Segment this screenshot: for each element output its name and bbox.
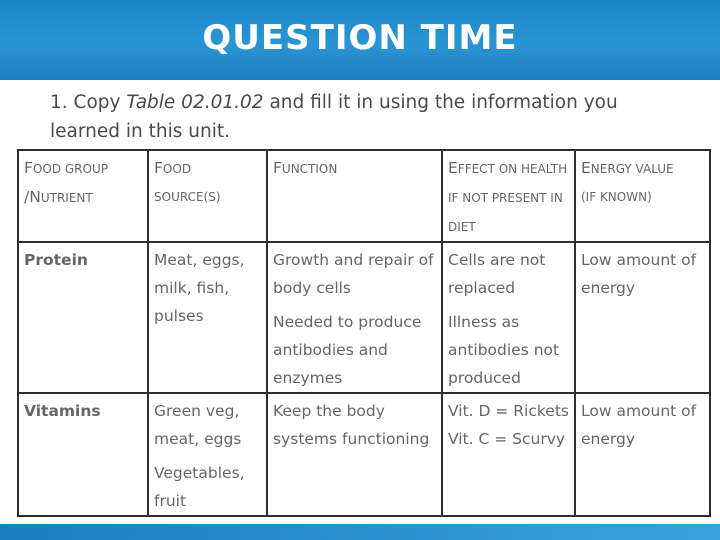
cell-sources xyxy=(148,242,267,393)
table-row xyxy=(18,393,710,516)
cell-energy: Low amount of energy xyxy=(575,242,710,393)
cell-functions xyxy=(267,393,442,516)
cell-effects xyxy=(442,393,575,516)
cell-effects xyxy=(442,242,575,393)
function-item: Keep the body systems functioning xyxy=(273,402,430,448)
source-item: Vegetables, fruit xyxy=(154,464,245,510)
function-item: Growth and repair of body cells xyxy=(273,251,434,297)
instruction-text xyxy=(50,88,690,146)
table-row xyxy=(18,242,710,393)
source-item: Meat, eggs, milk, fish, pulses xyxy=(154,251,245,325)
nutrient-table xyxy=(17,149,711,517)
effect-item: Illness as antibodies not produced xyxy=(448,313,560,387)
source-item: Green veg, meat, eggs xyxy=(154,402,242,448)
row-group-protein: Protein xyxy=(18,242,148,393)
instruction-suffix: and fill it in using the information you learned in this unit. xyxy=(50,92,618,142)
table-reference: Table 02.01.02 xyxy=(126,92,264,113)
cell-functions xyxy=(267,242,442,393)
header-food-group: FOOD GROUP /NUTRIENT xyxy=(18,150,148,242)
row-group-vitamins: Vitamins xyxy=(18,393,148,516)
title-banner xyxy=(0,0,720,80)
footer-bar xyxy=(0,524,720,540)
banner-title: QUESTION TIME xyxy=(202,18,518,58)
effect-item: Vit. D = Rickets xyxy=(448,402,569,420)
header-effect: EFFECT ON HEALTH IF NOT PRESENT IN DIET xyxy=(442,150,575,242)
effect-item: Vit. C = Scurvy xyxy=(448,430,566,448)
instruction-prefix: 1. Copy xyxy=(50,92,127,113)
cell-sources xyxy=(148,393,267,516)
header-energy: ENERGY VALUE (IF KNOWN) xyxy=(575,150,710,242)
effect-item: Cells are not replaced xyxy=(448,251,546,297)
header-function: FUNCTION xyxy=(267,150,442,242)
function-item: Needed to produce antibodies and enzymes xyxy=(273,313,422,387)
table-header-row xyxy=(18,150,710,242)
cell-energy: Low amount of energy xyxy=(575,393,710,516)
header-food-source: FOOD SOURCE(S) xyxy=(148,150,267,242)
